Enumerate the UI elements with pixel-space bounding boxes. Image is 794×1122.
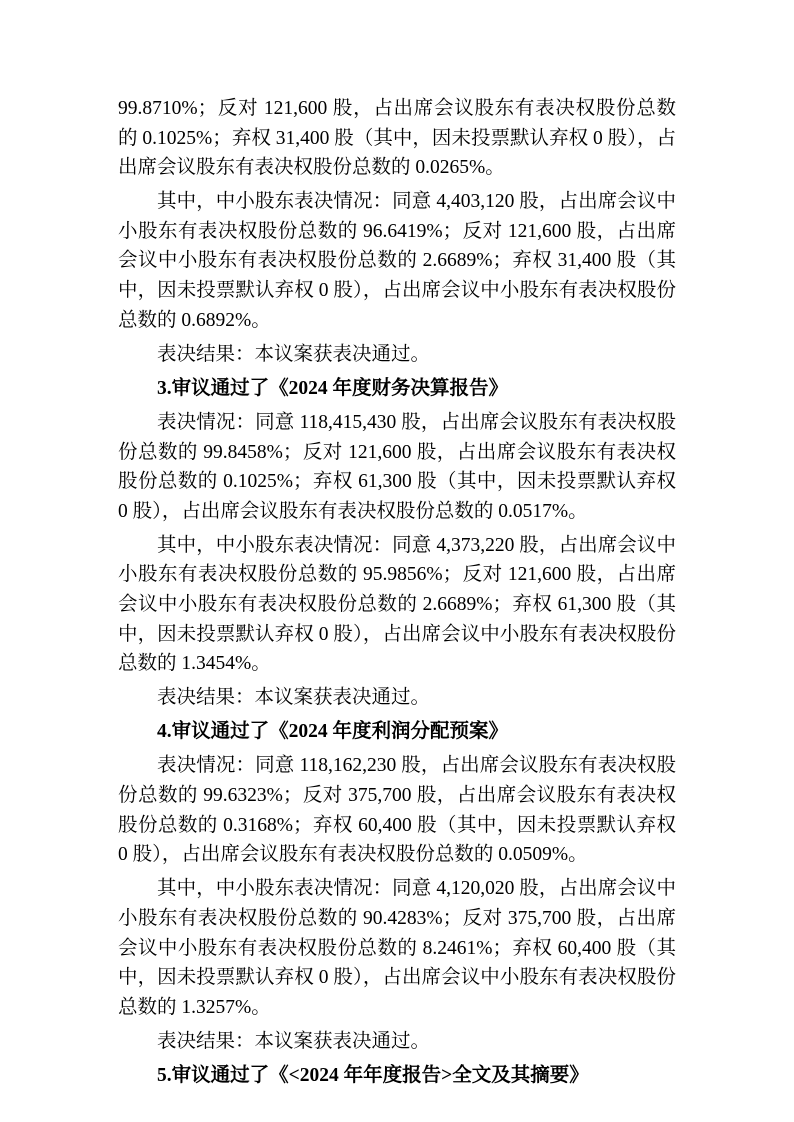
paragraph-vote-result-item2: 表决结果：本议案获表决通过。 — [157, 343, 431, 365]
paragraph-vote-result-item4: 表决结果：本议案获表决通过。 — [157, 1030, 431, 1052]
paragraph-minor-shareholder-vote-item2: 其中，中小股东表决情况：同意 4,403,120 股，占出席会议中小股东有表决权股份总数的 96.6419%；反对 121,600 股，占出席会议中小股东有表决权股份总数的 2.6689%；弃权 31,400 股（其中，因未投票默认弃权 0 股），占出席会议中小股东有表决权股份总数的 0.6892%。 — [118, 191, 676, 331]
proposal-5-heading: 5.审议通过了《<2024 年年度报告>全文及其摘要》 — [157, 1064, 589, 1086]
paragraph-minor-shareholder-vote-item3: 其中，中小股东表决情况：同意 4,373,220 股，占出席会议中小股东有表决权股份总数的 95.9856%；反对 121,600 股，占出席会议中小股东有表决权股份总数的 2.6689%；弃权 61,300 股（其中，因未投票默认弃权 0 股），占出席会议中小股东有表决权股份总数的 1.3454%。 — [118, 534, 676, 675]
paragraph-minor-shareholder-vote-item4: 其中，中小股东表决情况：同意 4,120,020 股，占出席会议中小股东有表决权股份总数的 90.4283%；反对 375,700 股，占出席会议中小股东有表决权股份总数的 8.2461%；弃权 60,400 股（其中，因未投票默认弃权 0 股），占出席会议中小股东有表决权股份总数的 1.3257%。 — [118, 878, 676, 1018]
proposal-3-heading: 3.审议通过了《2024 年度财务决算报告》 — [157, 377, 509, 399]
paragraph-vote-detail-item4: 表决情况：同意 118,162,230 股，占出席会议股东有表决权股份总数的 99.6323%；反对 375,700 股，占出席会议股东有表决权股份总数的 0.3168%；弃权 60,400 股（其中，因未投票默认弃权 0 股），占出席会议股东有表决权股份总数的 0.0509%。 — [118, 755, 676, 866]
proposal-4-heading: 4.审议通过了《2024 年度利润分配预案》 — [157, 721, 509, 743]
paragraph-vote-detail-continuation: 99.8710%；反对 121,600 股，占出席会议股东有表决权股份总数的 0.1025%；弃权 31,400 股（其中，因未投票默认弃权 0 股），占出席会议股东有表决权股份总数的 0.0265%。 — [118, 98, 676, 179]
paragraph-vote-detail-item3: 表决情况：同意 118,415,430 股，占出席会议股东有表决权股份总数的 99.8458%；反对 121,600 股，占出席会议股东有表决权股份总数的 0.1025%；弃权 61,300 股（其中，因未投票默认弃权 0 股），占出席会议股东有表决权股份总数的 0.0517%。 — [118, 411, 676, 522]
paragraph-vote-result-item3: 表决结果：本议案获表决通过。 — [157, 687, 431, 709]
